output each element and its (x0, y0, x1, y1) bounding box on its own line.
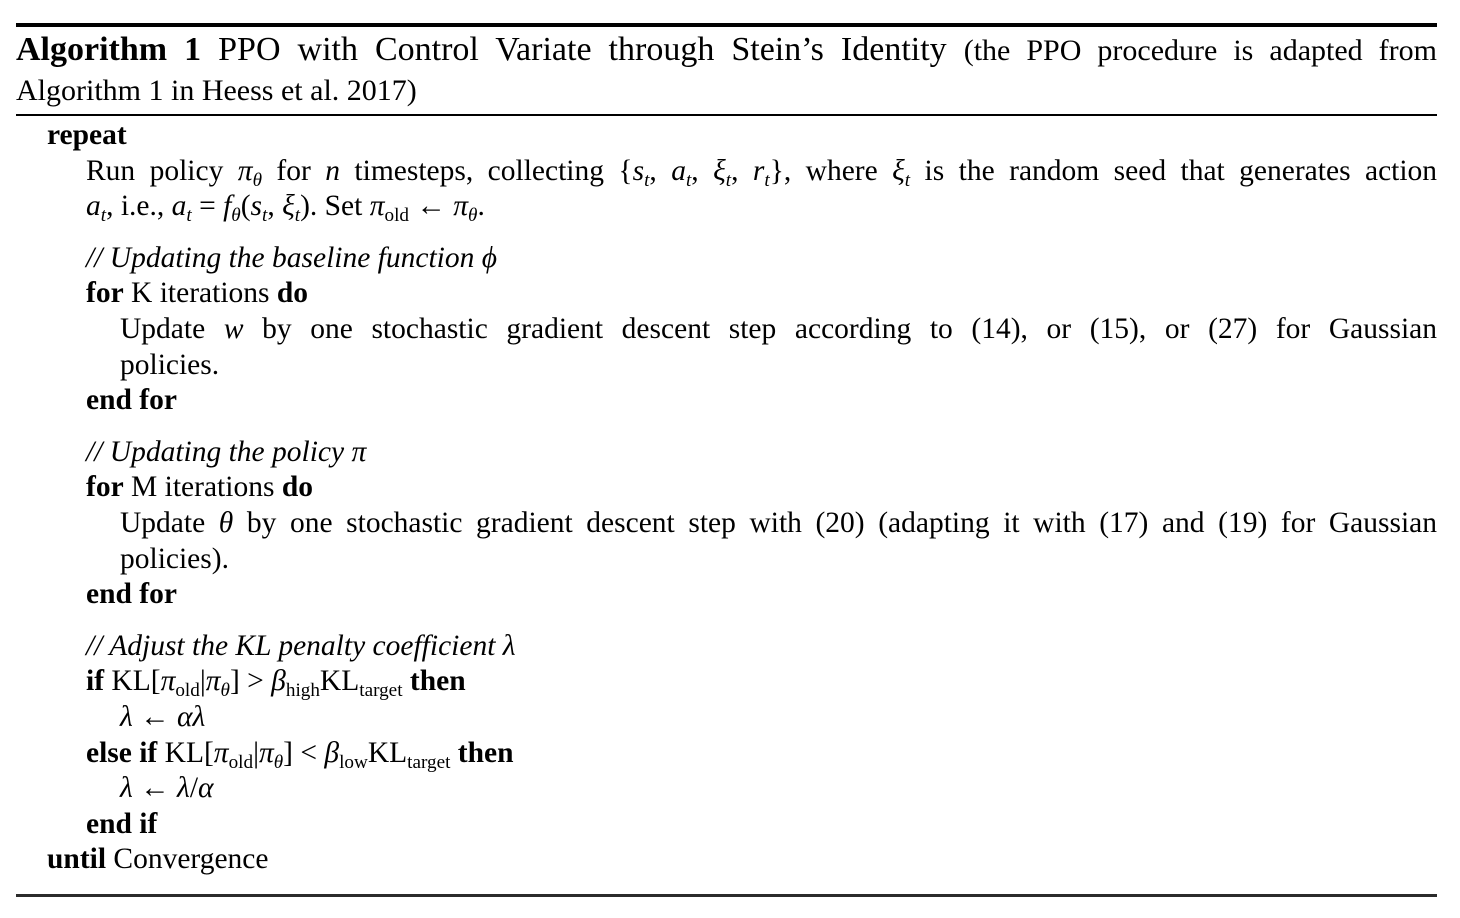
algorithm-line: end if (86, 807, 158, 840)
algorithm-note-part1: (the PPO procedure is adapted from (963, 34, 1437, 67)
algorithm-line: λ ← αλ (120, 700, 206, 733)
algorithm-line: // Adjust the KL penalty coefficient λ (86, 629, 516, 662)
algorithm-note-part2: Algorithm 1 in Heess et al. 2017) (16, 74, 417, 107)
algorithm-caption (16, 27, 1437, 114)
caption-line-1 (16, 30, 1437, 71)
algorithm-number: Algorithm 1 (16, 31, 202, 68)
algorithm-line: for K iterations do (86, 277, 309, 310)
algorithm-line: // Updating the policy π (86, 435, 367, 468)
algorithm-line: $a_t$, i.e., $a_t = f_\theta(s_t$, $\xi_t$). Set $\pi_{old}$ ← $\pi_\theta$. (86, 190, 485, 227)
algorithm-line: policies. (120, 348, 220, 381)
algorithm-line: until Convergence (47, 843, 269, 876)
caption-line-2 (16, 71, 1437, 111)
algorithm-title: PPO with Control Variate through Stein’s Identity (201, 31, 964, 68)
algorithm-line: if $KL[\pi_{old}|\pi_\theta] > \beta_{high}KL_{target}$ then (86, 665, 466, 702)
algorithm-line: λ ← λ/α (120, 772, 214, 805)
algorithm-line: else if $KL[\pi_{old}|\pi_\theta] < \beta_{low}KL_{target}$ then (86, 736, 514, 773)
algorithm-line: Run policy $\pi_\theta$ for n timesteps, collecting {$s_t$, $a_t$, $\xi_t$, $r_t$}, where $\xi_t$ is the random seed that generates action (86, 154, 1438, 191)
algorithm-line: policies). (120, 542, 229, 575)
algorithm-line: repeat (47, 119, 127, 151)
algorithm-line: end for (86, 384, 177, 417)
algorithm-line: Update θ by one stochastic gradient descent step with (20) (adapting it with (17) and (19) for Gaussian (120, 506, 1437, 539)
algorithm-line: end for (86, 578, 177, 611)
algorithm-line: Update w by one stochastic gradient descent step according to (14), or (15), or (27) for Gaussian (120, 312, 1437, 345)
algorithm-line: // Updating the baseline function ϕ (86, 241, 498, 274)
bottom-rule (16, 894, 1437, 897)
algorithm-body (16, 116, 1437, 894)
algorithm-line: for M iterations do (86, 471, 313, 504)
